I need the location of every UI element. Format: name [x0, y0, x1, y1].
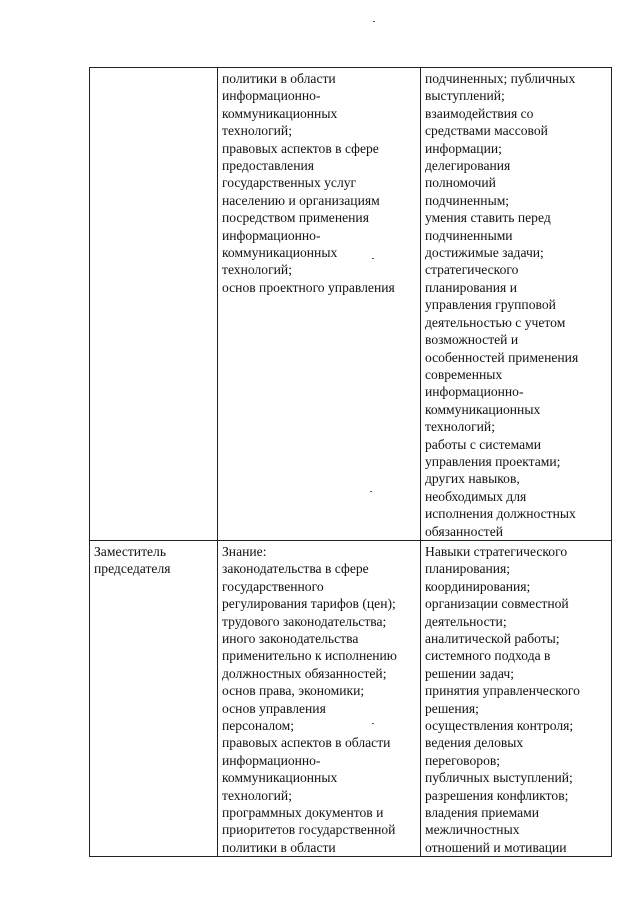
- text-line: информационно-: [222, 88, 321, 104]
- position-cell: [90, 68, 218, 541]
- scan-speck: [373, 21, 375, 22]
- text-line: исполнения должностных: [425, 506, 576, 522]
- text-line: информационно-: [222, 227, 321, 243]
- text-line: персоналом;: [222, 718, 295, 734]
- text-line: планирования и: [425, 279, 517, 295]
- position-title-line: председателя: [94, 561, 171, 577]
- text-line: применительно к исполнению: [222, 648, 397, 664]
- text-line: политики в области: [222, 839, 336, 855]
- text-line: взаимодействия со: [425, 105, 534, 121]
- text-line: политики в области: [222, 71, 336, 86]
- table-row: [90, 540, 612, 856]
- text-line: правовых аспектов в области: [222, 735, 391, 751]
- text-line: информации;: [425, 140, 502, 156]
- text-line: информационно-: [425, 384, 524, 400]
- text-line: современных: [425, 366, 503, 382]
- text-line: принятия управленческого: [425, 683, 580, 699]
- table-row: [90, 68, 612, 541]
- text-line: подчиненных; публичных: [425, 71, 576, 86]
- text-line: подчиненными: [425, 227, 513, 243]
- text-line: посредством применения: [222, 210, 369, 226]
- text-line: технологий;: [425, 419, 495, 435]
- text-line: информационно-: [222, 752, 321, 768]
- text-line: делегирования: [425, 158, 511, 174]
- text-line: необходимых для: [425, 488, 527, 504]
- text-line: организации совместной: [425, 596, 569, 612]
- text-line: аналитической работы;: [425, 631, 560, 646]
- text-line: ведения деловых: [425, 735, 524, 751]
- text-line: законодательства в сфере: [222, 561, 369, 577]
- text-line: программных документов и: [222, 805, 384, 821]
- position-title-line: Заместитель: [94, 543, 167, 559]
- text-line: средствами массовой: [425, 123, 548, 139]
- text-line: государственного: [222, 578, 324, 594]
- text-line: населению и организациям: [222, 192, 380, 208]
- knowledge-cell: [218, 68, 421, 541]
- text-line: подчиненным;: [425, 192, 510, 208]
- text-line: переговоров;: [425, 752, 501, 768]
- qualification-requirements-table: [89, 67, 612, 857]
- text-line: приоритетов государственной: [222, 822, 396, 838]
- text-line: отношений и мотивации: [425, 839, 567, 855]
- text-line: коммуникационных: [425, 401, 541, 417]
- text-line: системного подхода в: [425, 648, 551, 664]
- text-line: управления групповой: [425, 297, 556, 313]
- text-line: коммуникационных: [222, 770, 338, 786]
- text-line: выступлений;: [425, 88, 505, 104]
- text-line: основ проектного управления: [222, 279, 395, 295]
- text-line: иного законодательства: [222, 631, 359, 646]
- text-line: работы с системами: [425, 436, 542, 452]
- text-line: предоставления: [222, 158, 315, 174]
- text-line: технологий;: [222, 262, 292, 278]
- text-line: осуществления контроля;: [425, 718, 574, 734]
- text-line: должностных обязанностей;: [222, 665, 387, 681]
- text-line: технологий;: [222, 787, 292, 803]
- knowledge-cell: [218, 540, 421, 856]
- text-line: возможностей и: [425, 332, 519, 348]
- text-line: коммуникационных: [222, 105, 338, 121]
- text-line: разрешения конфликтов;: [425, 787, 569, 803]
- text-line: владения приемами: [425, 805, 540, 821]
- text-line: планирования;: [425, 561, 511, 577]
- text-line: деятельностью с учетом: [425, 314, 566, 330]
- text-line: Навыки стратегического: [425, 543, 568, 559]
- text-line: координирования;: [425, 578, 531, 594]
- text-line: решения;: [425, 700, 479, 716]
- text-line: регулирования тарифов (цен);: [222, 596, 396, 612]
- text-line: деятельности;: [425, 613, 507, 629]
- text-line: основ управления: [222, 700, 326, 716]
- text-line: межличностных: [425, 822, 520, 838]
- position-cell: [90, 540, 218, 856]
- text-line: решении задач;: [425, 665, 514, 681]
- text-line: публичных выступлений;: [425, 770, 573, 786]
- text-line: технологий;: [222, 123, 292, 139]
- text-line: управления проектами;: [425, 453, 561, 469]
- text-line: достижимые задачи;: [425, 245, 544, 261]
- skills-cell: [421, 540, 612, 856]
- text-line: коммуникационных: [222, 245, 338, 261]
- text-line: умения ставить перед: [425, 210, 551, 226]
- text-line: Знание:: [222, 543, 267, 559]
- text-line: основ права, экономики;: [222, 683, 365, 699]
- text-line: особенностей применения: [425, 349, 579, 365]
- text-line: обязанностей: [425, 523, 503, 539]
- text-line: трудового законодательства;: [222, 613, 387, 629]
- skills-cell: [421, 68, 612, 541]
- text-line: государственных услуг: [222, 175, 357, 191]
- text-line: стратегического: [425, 262, 519, 278]
- text-line: правовых аспектов в сфере: [222, 140, 379, 156]
- text-line: полномочий: [425, 175, 496, 191]
- text-line: других навыков,: [425, 471, 520, 487]
